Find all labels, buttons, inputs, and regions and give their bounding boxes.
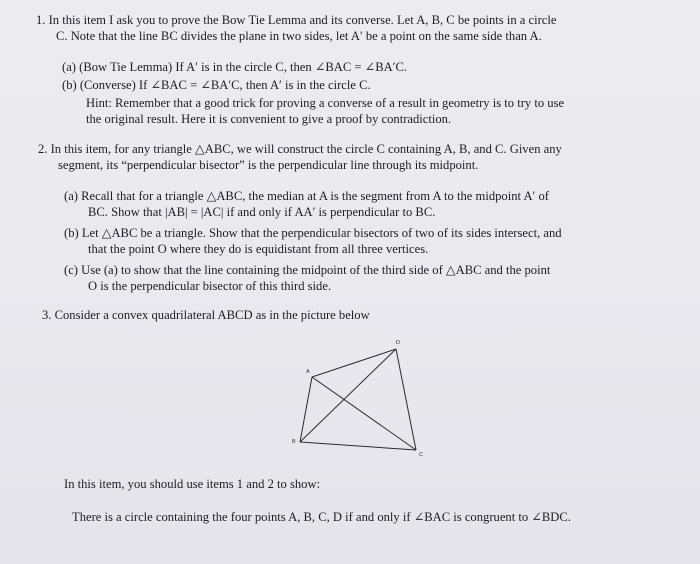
diagonal-bd xyxy=(300,349,396,442)
item2-part-c-line2: O is the perpendicular bisector of this third side. xyxy=(88,279,332,293)
item1-line1: 1. In this item I ask you to prove the Bow Tie Lemma and its converse. Let A, B, C be points in a circle xyxy=(36,13,557,27)
vertex-label-c: C xyxy=(419,452,423,458)
item2-part-b-line2: that the point O where they do is equidistant from all three vertices. xyxy=(88,242,429,256)
vertex-label-d: D xyxy=(396,340,400,346)
item3-instruction: In this item, you should use items 1 and 2 to show: xyxy=(64,477,321,491)
item2-line2: segment, its “perpendicular bisector” is the perpendicular line through its midpoint. xyxy=(58,158,479,172)
item2-part-a-line2: BC. Show that |AB| = |AC| if and only if AA′ is perpendicular to BC. xyxy=(88,205,436,219)
edge-ad xyxy=(312,349,396,377)
item2-line1: 2. In this item, for any triangle △ABC, we will construct the circle C containing A, B, and C. Given any xyxy=(38,142,562,156)
item1-line2: C. Note that the line BC divides the plane in two sides, let A′ be a point on the same side than A. xyxy=(56,29,542,43)
item1-part-a: (a) (Bow Tie Lemma) If A′ is in the circle C, then ∠BAC = ∠BA′C. xyxy=(62,60,408,74)
item1-hint-line2: the original result. Here it is convenient to give a proof by contradiction. xyxy=(86,112,452,126)
item1-hint-line1: Hint: Remember that a good trick for proving a converse of a result in geometry is to try to use xyxy=(86,96,565,110)
diagonal-ac xyxy=(312,377,416,450)
quadrilateral-abcd-figure xyxy=(286,335,436,465)
edge-dc xyxy=(396,349,416,450)
vertex-label-a: A xyxy=(306,369,310,375)
item3-statement: There is a circle containing the four points A, B, C, D if and only if ∠BAC is congruent to ∠BDC. xyxy=(72,510,571,524)
item2-part-a-line1: (a) Recall that for a triangle △ABC, the median at A is the segment from A to the midpoint A′ of xyxy=(64,189,549,203)
item2-part-b-line1: (b) Let △ABC be a triangle. Show that the perpendicular bisectors of two of its sides intersect, and xyxy=(64,226,562,240)
edge-cb xyxy=(300,442,416,450)
item1-part-b: (b) (Converse) If ∠BAC = ∠BA′C, then A′ is in the circle C. xyxy=(62,78,371,92)
vertex-label-b: B xyxy=(292,439,296,445)
item3-line1: 3. Consider a convex quadrilateral ABCD as in the picture below xyxy=(42,308,370,322)
item2-part-c-line1: (c) Use (a) to show that the line containing the midpoint of the third side of △ABC and the point xyxy=(64,263,551,277)
